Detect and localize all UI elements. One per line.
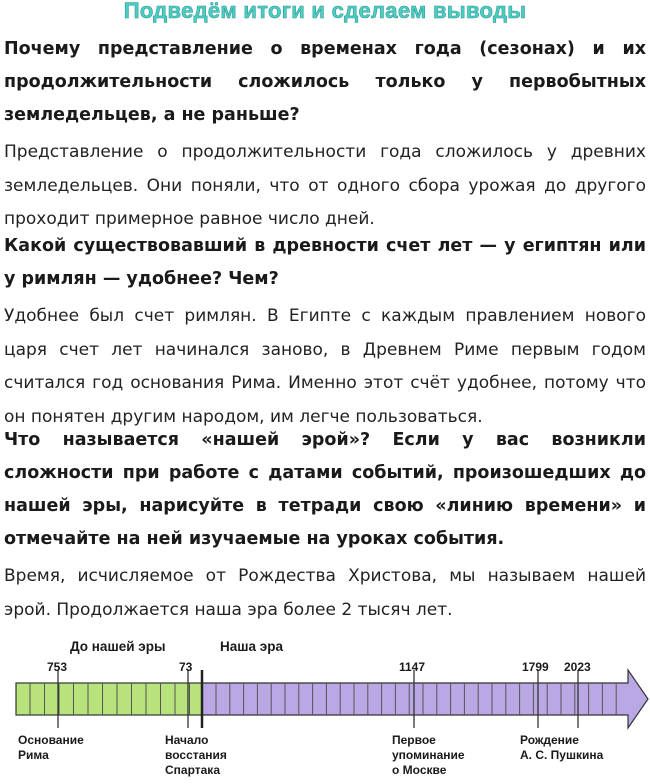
answer-2: Удобнее был счет римлян. В Египте с каждым правлением нового царя счет лет начинался заново, в Древнем Риме первым годом считался год основания Рима. Именно этот счёт удобнее, потому что он понятен другим народом, им легче пользоваться.	[4, 306, 646, 427]
timeline-bar-ad	[202, 670, 648, 728]
era-bc-label: До нашей эры	[70, 639, 166, 654]
date-73: 73	[179, 660, 193, 674]
qa-block-3	[4, 424, 646, 627]
event-spartacus: Начало восстания Спартака	[165, 733, 227, 777]
date-753: 753	[47, 660, 68, 674]
answer-3: Время, исчисляемое от Рождества Христова, мы называем нашей эрой. Продолжается наша эра более 2 тысяч лет.	[4, 566, 646, 620]
date-1799: 1799	[522, 660, 549, 674]
question-3: Что называется «нашей эрой»? Если у вас возникли сложности при работе с датами событий, произошедших до нашей эры, нарисуйте в тетради свою «линию времени» и отмечайте на ней изучаемые на уроках события.	[4, 430, 646, 549]
event-rome: Основание Рима	[18, 733, 84, 762]
answer-1: Представление о продолжительности года сложилось у древних земледельцев. Они поняли, что от одного сбора урожая до другого проходит примерное равное число дней.	[4, 142, 646, 229]
era-ad-label: Наша эра	[220, 639, 283, 654]
timeline-bar-bc	[16, 683, 202, 715]
qa-block-2	[4, 230, 646, 434]
event-pushkin: Рождение А. С. Пушкина	[520, 733, 604, 762]
question-1: Почему представление о временах года (сезонах) и их продолжительности сложилось только у первобытных земледельцев, а не раньше?	[4, 39, 646, 125]
timeline	[0, 630, 650, 784]
event-moscow: Первое упоминание о Москве	[392, 733, 465, 777]
date-1147: 1147	[399, 660, 426, 674]
page-title: Подведём итоги и сделаем выводы	[123, 0, 527, 23]
question-2: Какой существовавший в древности счет лет — у египтян или у римлян — удобнее? Чем?	[4, 236, 646, 289]
qa-block-1	[4, 33, 646, 237]
date-2023: 2023	[564, 660, 591, 674]
